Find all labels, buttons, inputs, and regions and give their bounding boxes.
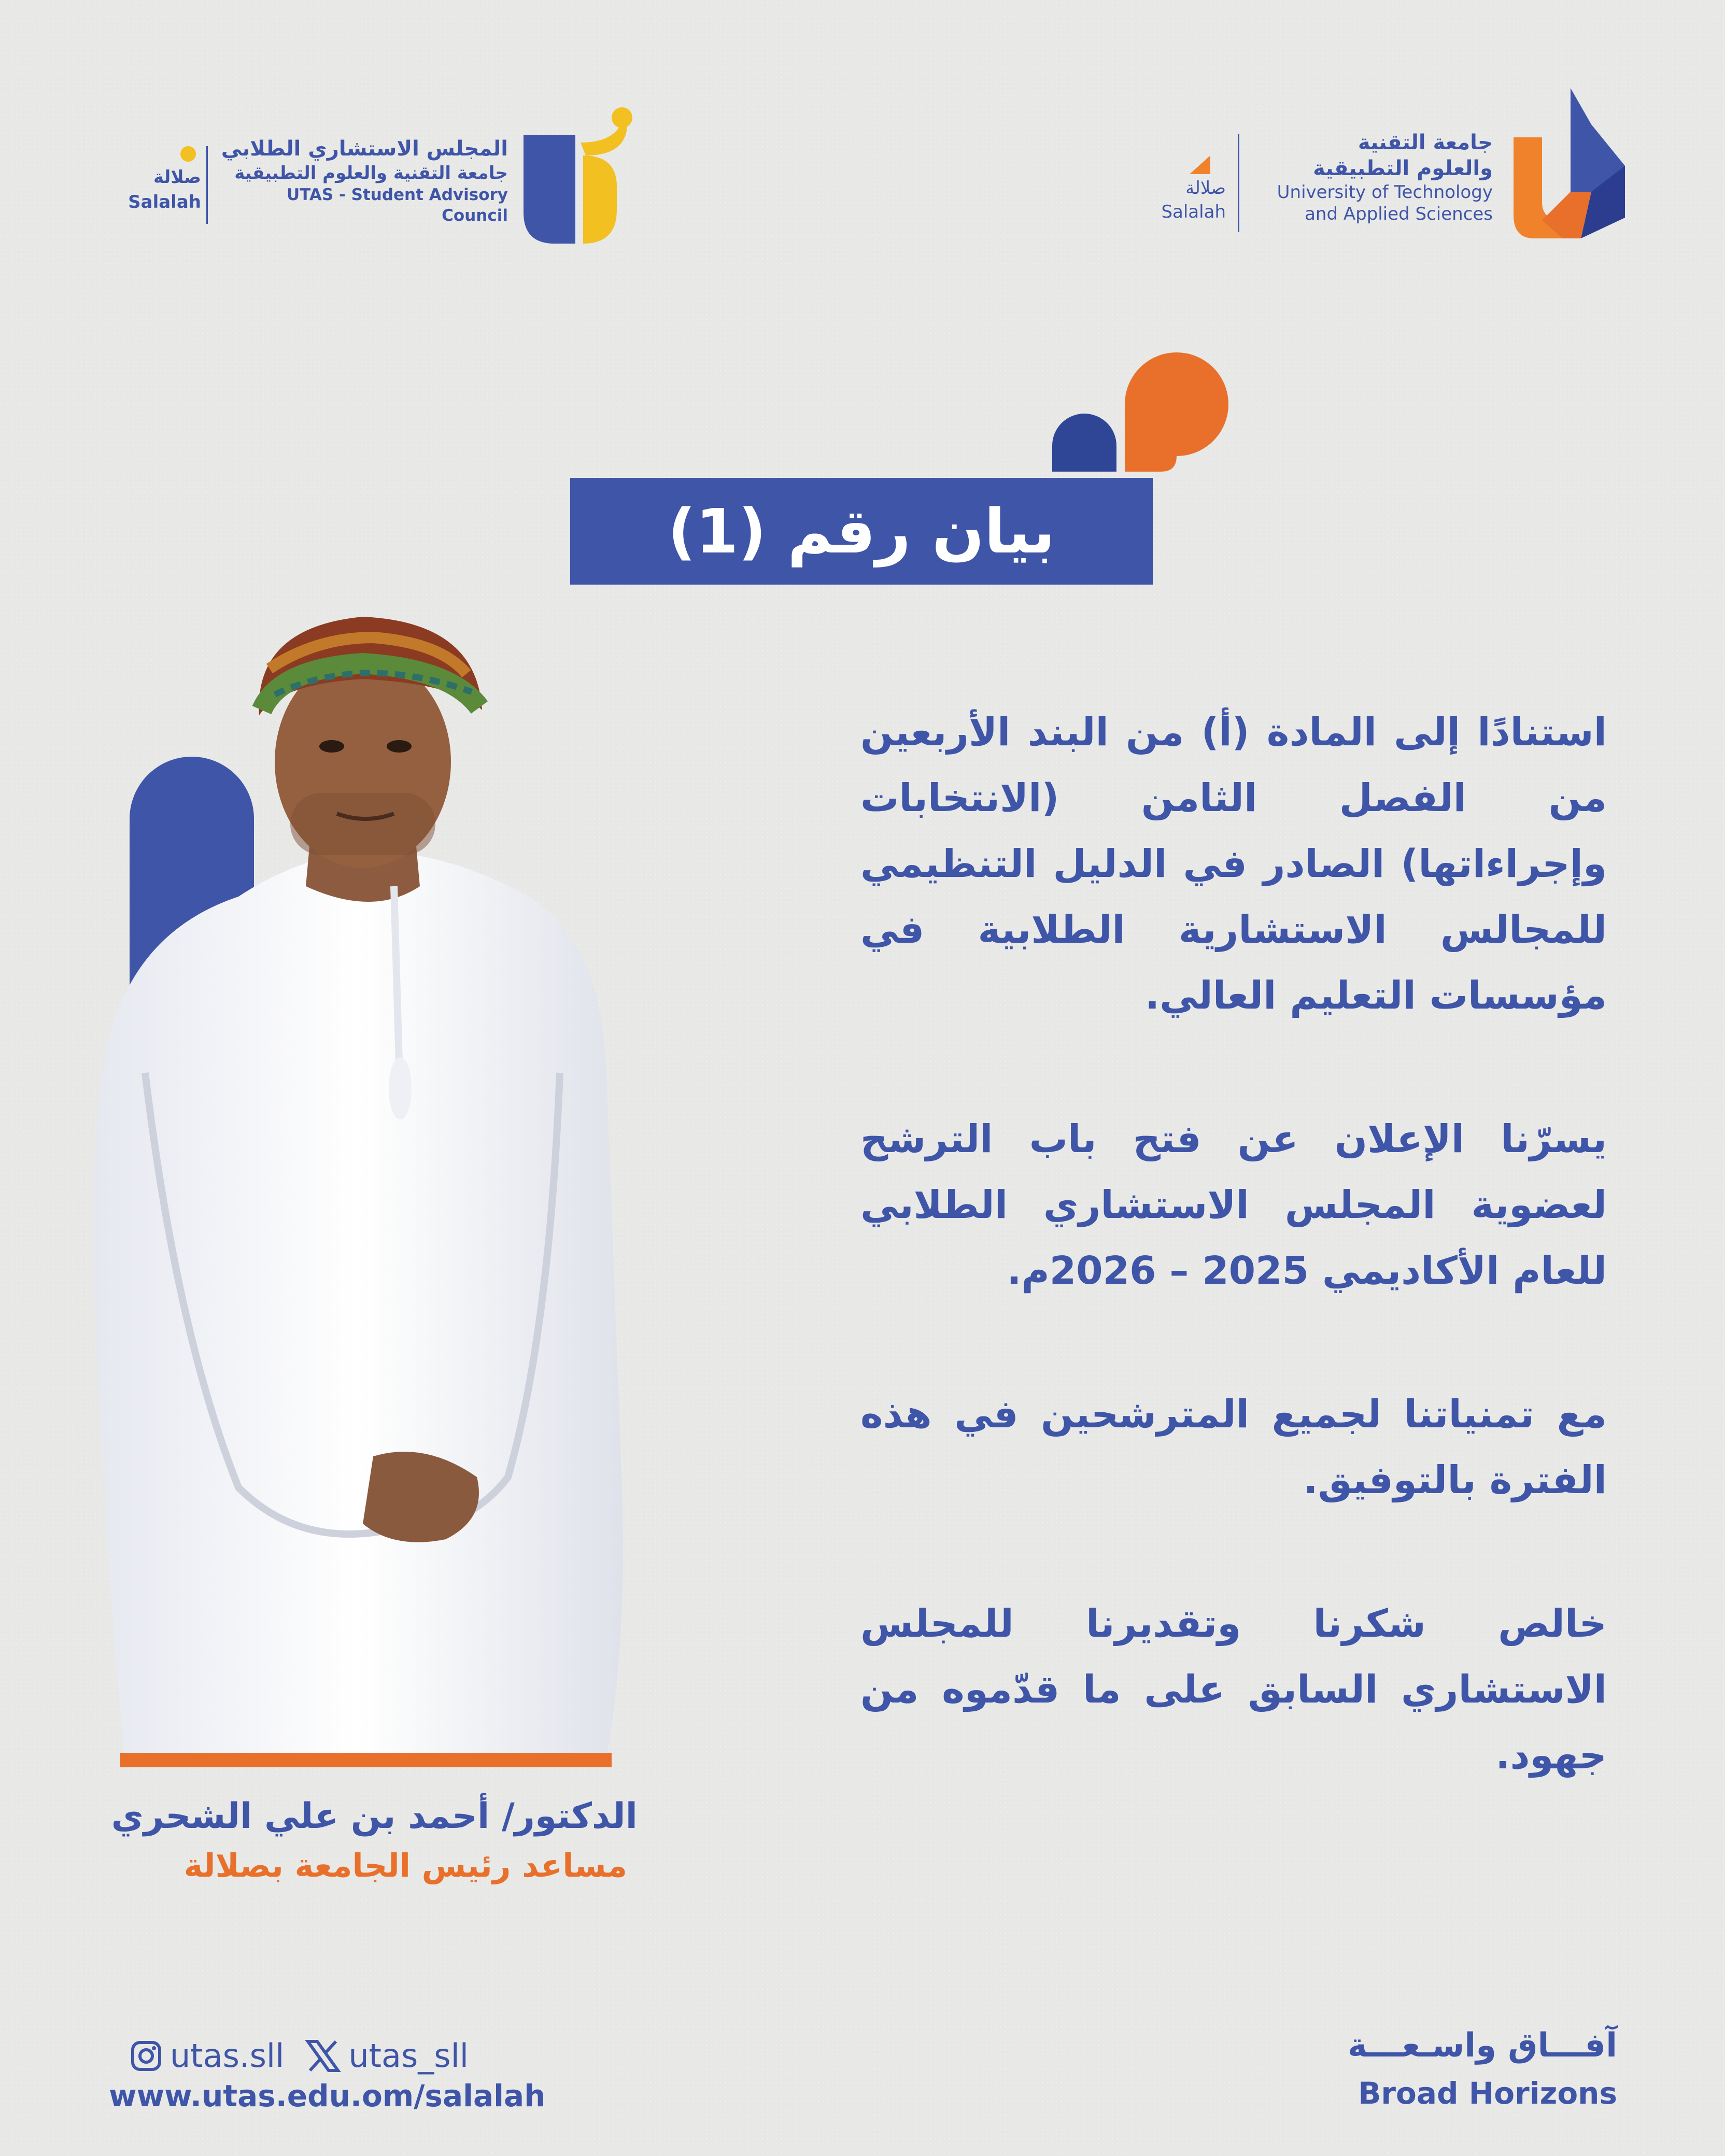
person-role: مساعد رئيس الجامعة بصلالة <box>183 1847 627 1884</box>
council-name-ar-2: جامعة التقنية والعلوم التطبيقية <box>234 163 508 183</box>
council-branch-ar: صلالة <box>153 167 201 188</box>
university-branch-en: Salalah <box>1161 202 1226 222</box>
announcement-paragraph-2: يسرّنا الإعلان عن فتح باب الترشح لعضوية المجلس الاستشاري الطلابي للعام الأكاديمي 2025 – 2026م. <box>860 1117 1607 1293</box>
university-name-en-2: and Applied Sciences <box>1305 204 1493 224</box>
university-name-ar-2: والعلوم التطبيقية <box>1313 157 1493 180</box>
page-title: بيان رقم (1) <box>668 495 1055 567</box>
announcement-body <box>860 700 1607 1866</box>
header-divider-left <box>206 146 208 224</box>
council-name-ar-1: المجلس الاستشاري الطلابي <box>221 137 508 161</box>
council-branch <box>118 146 201 215</box>
council-name <box>218 136 508 226</box>
slogan-ar: آفـــاق واسـعـــة <box>1347 2026 1617 2065</box>
person-portrait <box>83 606 674 1757</box>
council-logo-icon <box>524 106 632 246</box>
title-banner <box>570 478 1153 585</box>
x-icon[interactable] <box>305 2039 341 2073</box>
website-link[interactable]: www.utas.edu.om/salalah <box>109 2078 546 2114</box>
portrait-underline <box>120 1753 612 1767</box>
social-handles <box>130 2037 469 2075</box>
header-divider-right <box>1238 134 1239 232</box>
instagram-icon[interactable] <box>130 2039 163 2073</box>
utas-logo-icon <box>1514 88 1625 238</box>
slogan-en: Broad Horizons <box>1358 2076 1617 2111</box>
announcement-paragraph-3: مع تمنياتنا لجميع المترشحين في هذه الفترة بالتوفيق. <box>860 1392 1607 1502</box>
dot-icon <box>180 146 196 162</box>
announcement-paragraph-4: خالص شكرنا وتقديرنا للمجلس الاستشاري السابق على ما قدّموه من جهود. <box>860 1601 1607 1778</box>
council-name-en: UTAS - Student Advisory Council <box>286 186 508 225</box>
triangle-icon <box>1190 155 1210 174</box>
university-branch-ar: صلالة <box>1185 178 1226 198</box>
instagram-handle[interactable]: utas.sll <box>170 2037 285 2075</box>
council-branch-en: Salalah <box>128 192 201 212</box>
decorative-shapes <box>1052 352 1249 472</box>
announcement-paragraph-1: استنادًا إلى المادة (أ) من البند الأربعين من الفصل الثامن (الانتخابات وإجراءاتها) الصادر في الدليل التنظيمي للمجالس الاستشارية الطلابية في مؤسسات التعليم العالي. <box>860 710 1607 1018</box>
university-branch <box>1133 155 1226 224</box>
university-name-ar-1: جامعة التقنية <box>1358 131 1493 154</box>
x-handle[interactable]: utas_sll <box>348 2037 469 2075</box>
person-name: الدكتور/ أحمد بن علي الشحري <box>111 1796 638 1837</box>
university-name <box>1228 130 1493 225</box>
university-name-en-1: University of Technology <box>1277 182 1493 203</box>
